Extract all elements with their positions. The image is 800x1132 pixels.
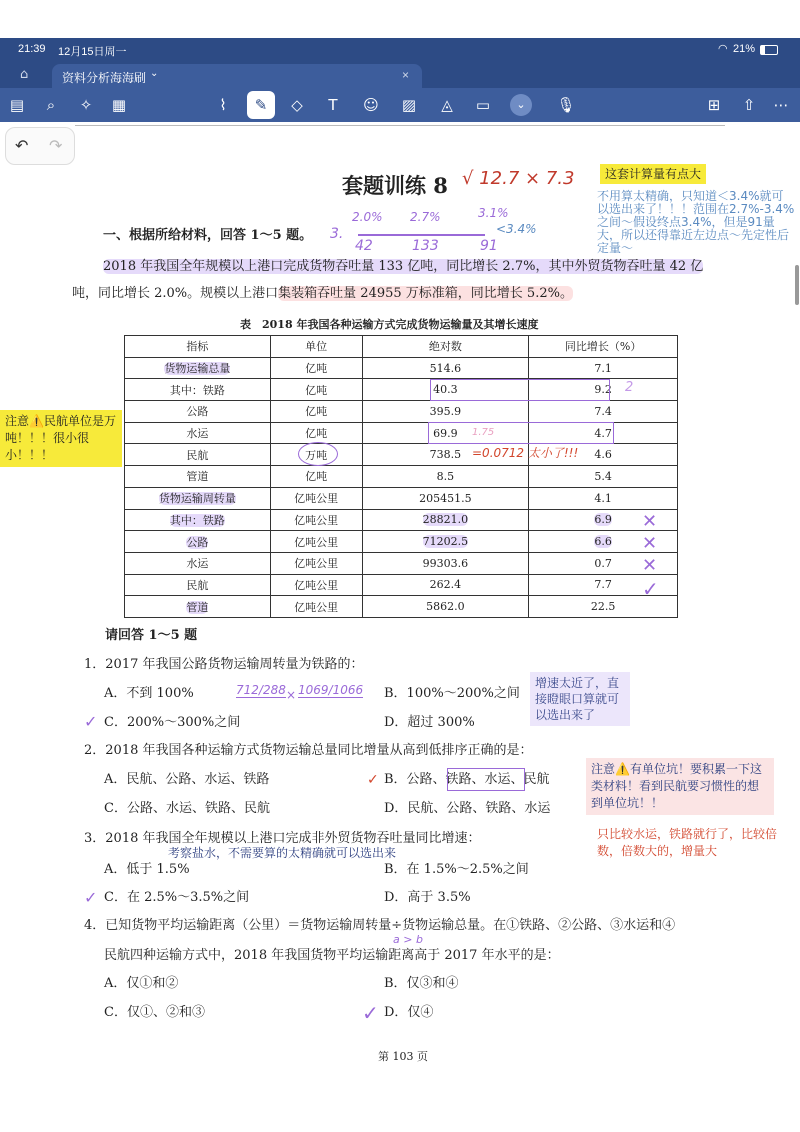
line-label: 42	[355, 238, 373, 254]
cross-mark: ✕	[642, 511, 658, 532]
table-cell-text: 69.9	[433, 426, 458, 440]
paragraph	[72, 285, 573, 303]
table-cell-text: 公路	[186, 405, 209, 419]
table-cell	[270, 357, 362, 379]
table-cell	[362, 531, 529, 553]
question-stem-line: 4．已知货物平均运输距离（公里）＝货物运输周转量÷货物运输总量。在①铁路、②公路、③水运和④	[84, 918, 676, 933]
option[interactable]: B．在 1.5%～2.5%之间	[384, 862, 529, 877]
handwritten-ratio: 1.75	[472, 427, 495, 438]
sticky-note-pink[interactable]: 注意⚠️有单位坑！要积累一下这类材料！看到民航要习惯性的想到单位坑！！	[586, 758, 774, 815]
lasso-icon[interactable]: ⌇	[219, 96, 227, 114]
battery-level: 21%	[733, 43, 756, 55]
table-cell-text: 6.6	[594, 535, 612, 549]
ai-sparkle-icon[interactable]: ✧	[79, 96, 93, 114]
table-cell	[125, 531, 271, 553]
sticky-note-yellow[interactable]: 这套计算量有点大	[600, 164, 706, 184]
check-mark: ✓	[84, 712, 98, 731]
table-cell-text: 货物运输周转量	[158, 492, 236, 506]
table-cell	[125, 574, 271, 596]
tab-document[interactable]	[52, 64, 422, 88]
table-cell-text: 4.7	[594, 426, 612, 440]
handwritten-mark: 2	[625, 380, 634, 395]
page-title: 套题训练 8	[342, 173, 448, 198]
data-table	[124, 335, 678, 618]
table-cell-text: 亿吨公里	[294, 492, 339, 506]
cross-mark: ✕	[642, 533, 658, 554]
more-icon[interactable]: ⋯	[773, 96, 789, 114]
table-cell-text: 738.5	[429, 448, 462, 462]
line-label: 91	[480, 238, 498, 254]
table-cell-text: 395.9	[429, 404, 462, 418]
table-cell	[529, 466, 678, 488]
table-cell	[362, 596, 529, 618]
paragraph	[103, 258, 703, 276]
table-cell	[529, 357, 678, 379]
multiply-sign: ×	[286, 688, 297, 702]
handwritten-note-blue: 不用算太精确，只知道＜3.4%就可以选出来了！！！范围在2.7%-3.4%之间～假设终点3.4%，但是91量大，所以还得靠近左边点～先定性后定量～	[597, 189, 795, 255]
table-cell-text: 亿吨	[305, 362, 328, 376]
chevron-down-icon[interactable]: ⌄	[150, 68, 159, 79]
table-cell-text: 99303.6	[422, 556, 469, 570]
table-cell	[270, 509, 362, 531]
table-cell	[125, 596, 271, 618]
table-row	[125, 531, 678, 553]
wifi-icon: ◠	[718, 43, 728, 55]
redo-button[interactable]: ↷	[49, 136, 63, 155]
table-cell-text: 亿吨	[305, 383, 328, 397]
table-header-cell: 单位	[270, 336, 362, 358]
table-cell-text: 8.5	[436, 469, 455, 483]
home-icon[interactable]: ⌂	[20, 67, 29, 82]
table-header-row	[125, 336, 678, 358]
option[interactable]: C．仅①、②和③	[104, 1005, 205, 1020]
question-stem: 1．2017 年我国公路货物运输周转量为铁路的：	[84, 657, 364, 672]
table-cell	[529, 487, 678, 509]
cross-mark: ✕	[642, 555, 658, 576]
table-cell-text: 7.1	[594, 361, 612, 375]
table-cell-text: 71202.5	[422, 535, 469, 549]
handwritten-mark: a > b	[393, 933, 423, 946]
table-cell-text: 亿吨	[305, 427, 328, 441]
option[interactable]: A．低于 1.5%	[104, 862, 190, 877]
handwritten-calc: √ 12.7 × 7.3	[462, 168, 575, 189]
check-mark: ✓	[642, 577, 659, 601]
handwritten-note-red: 只比较水运，铁路就行了，比较倍数，倍数大的，增量大	[597, 827, 778, 858]
table-caption: 表 2018 年我国各种运输方式完成货物运输量及其增长速度	[240, 318, 539, 331]
search-icon[interactable]: ⌕	[46, 96, 56, 114]
option[interactable]: C．在 2.5%～3.5%之间	[104, 890, 250, 905]
table-cell	[270, 422, 362, 444]
table-cell-text: 22.5	[590, 600, 616, 614]
shapes-icon[interactable]: ◬	[441, 96, 453, 114]
table-cell	[125, 444, 271, 466]
question-stem: 3．2018 年我国全年规模以上港口完成非外贸货物吞吐量同比增速：	[84, 831, 481, 846]
table-cell-text: 其中：铁路	[169, 513, 225, 527]
table-cell	[270, 379, 362, 401]
document-icon[interactable]: ▦	[111, 96, 127, 114]
option[interactable]: A．不到 100%	[104, 686, 194, 701]
question-stem-line: 民航四种运输方式中，2018 年我国货物平均运输距离高于 2017 年水平的是：	[104, 948, 560, 963]
table-cell-text: 管道	[186, 600, 209, 614]
line-label: 2.0%	[352, 210, 383, 224]
option[interactable]: B．公路、铁路、水运、民航	[384, 772, 550, 787]
table-cell	[362, 487, 529, 509]
share-icon[interactable]: ⇧	[742, 96, 756, 114]
table-cell-text: 4.6	[594, 448, 612, 462]
table-row	[125, 596, 678, 618]
table-cell-text: 6.9	[594, 513, 612, 527]
annotation-box	[447, 768, 525, 791]
table-row	[125, 357, 678, 379]
sticker-icon[interactable]: ☺	[363, 96, 379, 114]
table-header-cell: 指标	[125, 336, 271, 358]
table-cell-text: 万吨	[305, 448, 328, 462]
close-tab-button[interactable]: ×	[402, 68, 410, 82]
line-label: 133	[412, 238, 439, 254]
table-row	[125, 444, 678, 466]
table-header-cell: 绝对数	[362, 336, 529, 358]
annotation-box	[428, 422, 614, 444]
table-cell-text: 货物运输总量	[164, 362, 231, 376]
question-stem: 2．2018 年我国各种运输方式货物运输总量同比增量从高到低排序正确的是：	[84, 743, 533, 758]
option[interactable]: C．公路、水运、铁路、民航	[104, 801, 270, 816]
pen-icon[interactable]: ✎	[247, 91, 275, 119]
table-cell-text: 亿吨公里	[294, 513, 339, 527]
table-cell	[270, 531, 362, 553]
image-icon[interactable]: ▨	[401, 96, 417, 114]
scrollbar[interactable]	[795, 265, 799, 305]
table-cell-text: 民航	[186, 448, 209, 462]
table-cell-text: 5862.0	[426, 600, 465, 614]
section-heading: 一、根据所给材料，回答 1～5 题。	[103, 228, 313, 243]
table-cell	[270, 574, 362, 596]
sidebar-icon[interactable]: ▤	[9, 96, 25, 114]
table-cell	[270, 466, 362, 488]
table-cell	[270, 401, 362, 423]
table-cell	[125, 487, 271, 509]
table-cell	[362, 509, 529, 531]
table-row	[125, 466, 678, 488]
table-cell	[125, 466, 271, 488]
table-cell-text: 亿吨	[305, 405, 328, 419]
table-row	[125, 509, 678, 531]
line-label: 3.	[330, 226, 344, 242]
table-cell	[362, 401, 529, 423]
table-cell-text: 205451.5	[419, 491, 472, 505]
table-row	[125, 552, 678, 574]
table-cell-text: 民航	[186, 578, 209, 592]
table-cell	[529, 401, 678, 423]
page-number: 第 103 页	[378, 1050, 428, 1063]
handwritten-calc: 1069/1066	[298, 683, 364, 697]
table-cell	[125, 422, 271, 444]
table-header-cell: 同比增长（%）	[529, 336, 678, 358]
battery-icon	[760, 45, 778, 55]
option[interactable]: C．200%～300%之间	[104, 715, 241, 730]
table-cell-text: 水运	[186, 427, 209, 441]
table-cell	[362, 466, 529, 488]
annotation-circle	[298, 442, 338, 466]
add-page-icon[interactable]: ⊞	[707, 96, 721, 114]
note-icon[interactable]: ▭	[475, 96, 491, 114]
table-cell-text: 28821.0	[422, 513, 469, 527]
table-cell-text: 管道	[186, 470, 209, 484]
table-cell	[125, 552, 271, 574]
table-cell-text: 4.1	[594, 491, 612, 505]
questions-heading: 请回答 1～5 题	[105, 628, 198, 643]
check-mark: ✓	[84, 888, 98, 907]
handwritten-calc: 712/288	[236, 683, 286, 697]
paragraph-line: 2018 年我国全年规模以上港口完成货物吞吐量 133 亿吨，同比增长 2.7%，其中外贸货物吞吐量 42 亿	[103, 259, 704, 274]
option[interactable]: B．仅③和④	[384, 976, 459, 991]
handwritten-note-red: =0.0712 太小了!!!	[472, 446, 579, 460]
table-cell-text: 亿吨	[305, 470, 328, 484]
table-cell	[362, 357, 529, 379]
date: 12月15日周一	[58, 46, 127, 58]
microphone-icon[interactable]: 🎙	[556, 96, 576, 114]
table-cell	[125, 357, 271, 379]
table-cell	[125, 401, 271, 423]
table-cell	[362, 574, 529, 596]
sticky-note-left[interactable]: 注意⚠️民航单位是万吨！！！很小很小！！！	[0, 410, 122, 467]
table-cell	[270, 596, 362, 618]
check-mark: ✓	[362, 1001, 379, 1025]
table-cell	[270, 552, 362, 574]
table-cell-text: 5.4	[594, 469, 612, 483]
table-cell-text: 262.4	[429, 578, 462, 592]
table-cell	[125, 379, 271, 401]
table-cell-text: 40.3	[433, 383, 458, 397]
question-stem	[84, 918, 675, 933]
line-label: 3.1%	[478, 206, 509, 220]
textbox-icon[interactable]: T	[328, 96, 338, 114]
option[interactable]: D．仅④	[384, 1005, 434, 1020]
chevron-down-icon[interactable]: ⌄	[510, 94, 532, 116]
table-cell-text: 亿吨公里	[294, 557, 339, 571]
paragraph-line: 集装箱吞吐量 24955 万标准箱，同比增长 5.2%。	[278, 286, 573, 301]
tab-title: 资料分析海海刷	[62, 71, 147, 85]
sticky-note-purple[interactable]: 增速太近了，直接瞪眼口算就可以选出来了	[530, 672, 630, 726]
line-label: 2.7%	[410, 210, 441, 224]
table-cell-text: 亿吨公里	[294, 535, 339, 549]
table-cell-text: 9.2	[594, 383, 612, 397]
table-cell	[125, 509, 271, 531]
table-cell-text: 7.4	[594, 404, 612, 418]
table-cell-text: 其中：铁路	[169, 383, 225, 397]
option[interactable]: D．民航、公路、铁路、水运	[384, 801, 551, 816]
undo-button[interactable]: ↶	[15, 136, 29, 155]
table-cell-text: 公路	[186, 535, 209, 549]
table-cell-text: 亿吨公里	[294, 600, 339, 614]
eraser-icon[interactable]: ◇	[291, 96, 303, 114]
table-row	[125, 401, 678, 423]
table-row	[125, 487, 678, 509]
paragraph-line: 吨，同比增长 2.0%。规模以上港口	[72, 286, 279, 301]
undo-redo-panel	[5, 127, 75, 165]
option[interactable]: D．高于 3.5%	[384, 890, 471, 905]
table-cell-text: 水运	[186, 557, 209, 571]
table-cell-text: 亿吨公里	[294, 578, 339, 592]
number-line	[358, 234, 485, 236]
table-cell	[270, 487, 362, 509]
handwritten-note-blue: 考察盐水，不需要算的太精确就可以选出来	[168, 846, 397, 860]
clock: 21:39	[18, 43, 46, 55]
table-row	[125, 574, 678, 596]
line-label: <3.4%	[496, 222, 537, 236]
table-cell-text: 514.6	[429, 361, 462, 375]
option[interactable]: A．仅①和②	[104, 976, 179, 991]
table-cell-text: 7.7	[594, 578, 612, 592]
status-bar	[0, 38, 800, 62]
option[interactable]: B．100%～200%之间	[384, 686, 520, 701]
option[interactable]: D．超过 300%	[384, 715, 475, 730]
annotation-box	[430, 379, 610, 401]
check-mark: ✓	[367, 772, 379, 788]
option[interactable]: A．民航、公路、水运、铁路	[104, 772, 270, 787]
table-cell-text: 0.7	[594, 556, 612, 570]
table-cell	[362, 552, 529, 574]
page-edge	[75, 125, 725, 126]
